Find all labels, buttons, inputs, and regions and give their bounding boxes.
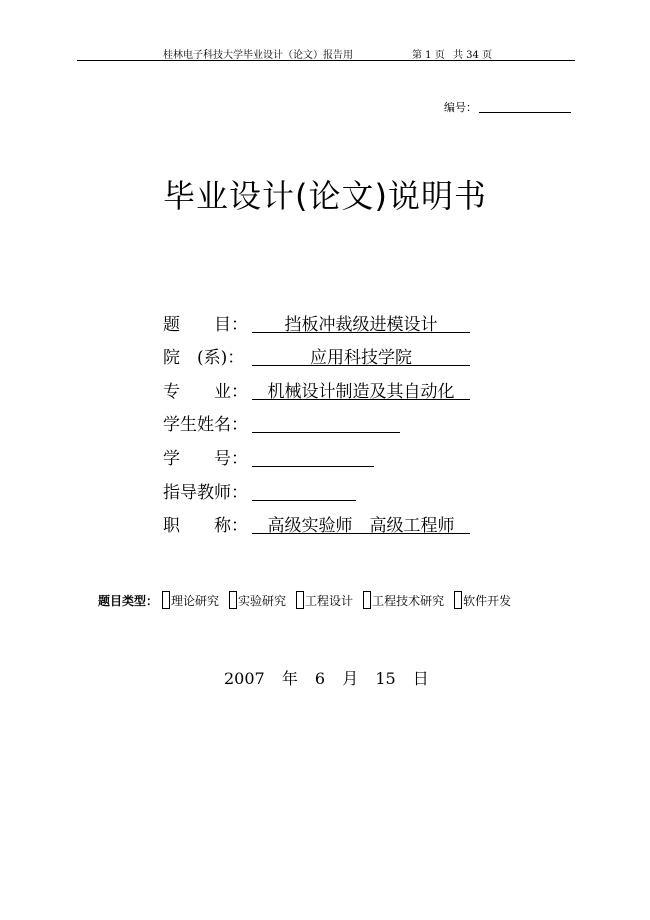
field-student-id-label: 学 号： bbox=[163, 449, 248, 469]
field-student-id-value bbox=[252, 444, 374, 467]
field-topic-value: 挡板冲裁级进模设计 bbox=[252, 310, 470, 333]
field-major-label: 专 业： bbox=[163, 382, 248, 402]
date-day: 15 bbox=[375, 669, 396, 688]
header-school: 桂林电子科技大学毕业设计（论文）报告用 bbox=[163, 50, 353, 61]
field-student-name-value bbox=[252, 410, 400, 433]
project-type-option[interactable]: 理论研究 bbox=[162, 591, 219, 609]
checkbox-icon[interactable] bbox=[229, 591, 237, 609]
field-advisor-label: 指导教师： bbox=[163, 483, 248, 503]
serial-blank bbox=[479, 101, 571, 113]
serial-label: 编号： bbox=[444, 101, 477, 114]
date-line bbox=[224, 666, 441, 689]
field-title-rank-label: 职 称： bbox=[163, 516, 248, 536]
field-department-value: 应用科技学院 bbox=[252, 343, 470, 366]
header-total-pages: 共 34 页 bbox=[453, 50, 493, 61]
header-page-number: 第 1 页 bbox=[412, 50, 445, 61]
field-advisor-value bbox=[252, 478, 356, 501]
checkbox-icon[interactable] bbox=[296, 591, 304, 609]
checkbox-icon[interactable] bbox=[454, 591, 462, 609]
project-type-option[interactable]: 软件开发 bbox=[454, 591, 511, 609]
project-type-option[interactable]: 工程设计 bbox=[296, 591, 353, 609]
date-month-unit: 月 bbox=[342, 669, 359, 688]
date-year: 2007 bbox=[224, 669, 265, 688]
document-title: 毕业设计(论文)说明书 bbox=[163, 177, 487, 215]
page-header bbox=[77, 44, 575, 61]
checkbox-icon[interactable] bbox=[363, 591, 371, 609]
field-title-rank-value: 高级实验师 高级工程师 bbox=[252, 511, 470, 534]
date-month: 6 bbox=[314, 669, 326, 688]
field-department-label: 院 (系)： bbox=[163, 348, 245, 368]
field-topic-label: 题 目： bbox=[163, 315, 248, 335]
field-student-name-label: 学生姓名： bbox=[163, 415, 248, 435]
date-day-unit: 日 bbox=[412, 669, 429, 688]
field-major-value: 机械设计制造及其自动化 bbox=[252, 377, 470, 400]
date-year-unit: 年 bbox=[281, 669, 298, 688]
project-type-row bbox=[98, 591, 521, 609]
project-type-label: 题目类型： bbox=[98, 593, 159, 608]
serial-number-field bbox=[444, 99, 571, 115]
project-type-option[interactable]: 工程技术研究 bbox=[363, 591, 444, 609]
project-type-option[interactable]: 实验研究 bbox=[229, 591, 286, 609]
checkbox-icon[interactable] bbox=[162, 591, 170, 609]
